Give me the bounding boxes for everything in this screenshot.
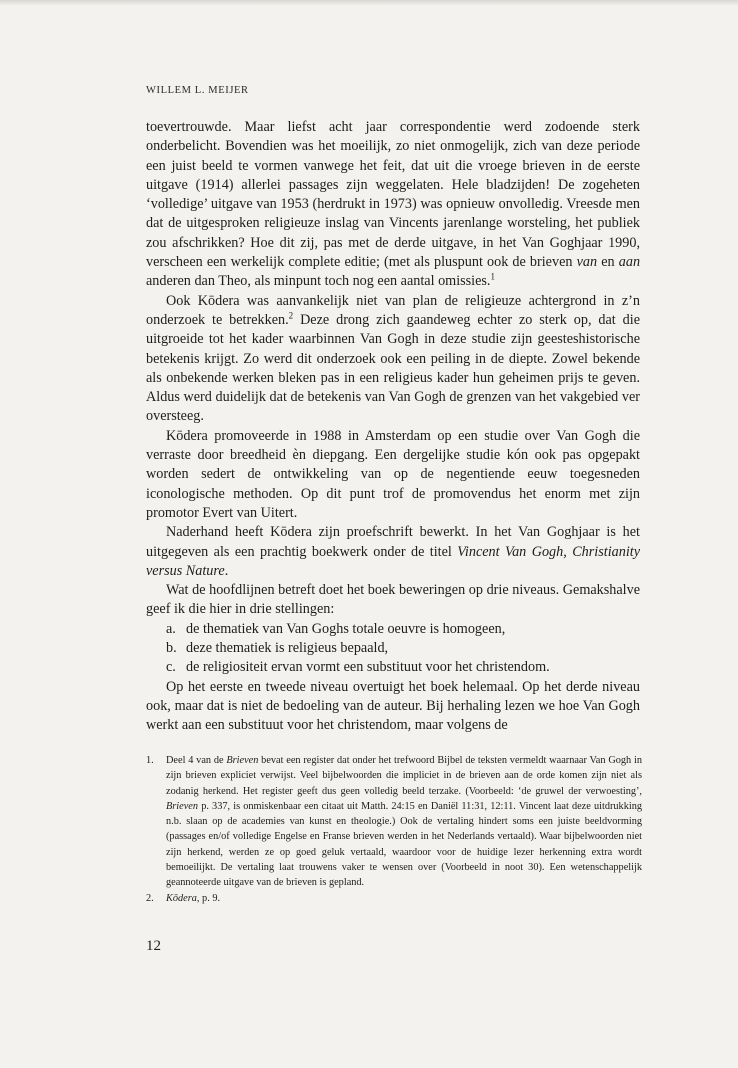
italic-aan: aan bbox=[618, 254, 641, 271]
page-number: 12 bbox=[146, 938, 161, 954]
running-head: WILLEM L. MEIJER bbox=[146, 85, 249, 96]
paragraph-5: Wat de hoofdlijnen betreft doet het boek beweringen op drie niveaus. Gemakshalve geef ik die hier in drie stellingen: bbox=[146, 582, 640, 618]
footnote-1: 1. Deel 4 van de Brieven bevat een register dat onder het trefwoord Bijbel de teksten vermeldt waarnaar Van Gogh in zijn brieven expliciet verwijst. Veel bijbelwoorden die impliciet in de brieven aan de orde komen zijn niet als zodanig herkend. Het register geeft dus geen volledig beeld terzake. (Voorbeeld: ‘de gruwel der verwoesting’, Brieven p. 337, is onmiskenbaar een citaat uit Matth. 24:15 en Daniël 11:31, 12:11. Vincent laat deze uitdrukking n.b. slaan op de academies van kunst en theologie.) Ook de vertaling hindert soms een juiste beeldvorming (passages en/of volledige Engelse en Franse brieven werden in het Nederlands vertaald). Waar bijbelwoorden niet zijn herkend, werden ze op goed geluk vertaald, waardoor voor de huidige lezer herkenning extra wordt bemoeilijkt. De vertaling laat trouwens vaker te wensen over (Voorbeeld in noot 30). Een wetenschappelijk geannoteerde uitgave van de brieven is gepland. bbox=[146, 755, 643, 889]
paragraph-6: Op het eerste en tweede niveau overtuigt het boek helemaal. Op het derde niveau ook, maar dat is niet de bedoeling van de auteur. Bij herhaling lezen we hoe Van Gogh werkt aan een substituut voor het christendom, maar volgens de bbox=[146, 678, 640, 734]
list-item: b. deze thematiek is religieus bepaald, bbox=[166, 640, 389, 657]
footnote-2: 2. Kōdera, p. 9. bbox=[146, 892, 221, 904]
paragraph-4: Naderhand heeft Kōdera zijn proefschrift bewerkt. In het Van Goghjaar is het uitgegeven als een prachtig boekwerk onder de titel Vincent Van Gogh, Christianity versus Nature. bbox=[146, 524, 640, 579]
footnotes bbox=[146, 753, 642, 906]
list-item: a. de thematiek van Van Goghs totale oeuvre is homogeen, bbox=[166, 620, 506, 637]
italic-van: van bbox=[576, 254, 598, 271]
paragraph-1: toevertrouwde. Maar liefst acht jaar correspondentie werd zodoende sterk onderbelicht. Bovendien was het moeilijk, zo niet onmogelijk, zich van deze periode een juist beeld te vormen vanwege het feit, dat uit die vroege brieven in de eerste uitgave (1914) allerlei passages zijn weggelaten. Hele bladzijden! De zogeheten ‘volledige’ uitgave van 1953 (herdrukt in 1973) was opnieuw onvolledig. Vreesde men dat de uitgesproken religieuze inslag van Vincents jarenlange worsteling, het publiek zou afschrikken? Hoe dit zij, pas met de derde uitgave, in het Van Goghjaar 1990, verscheen een werkelijk complete editie; (met als pluspunt ook de brieven van en aan anderen dan Theo, als minpunt toch nog een aantal omissies.$^1$ bbox=[146, 119, 641, 290]
footnote-ref-2: 2 bbox=[288, 310, 294, 321]
list-item: c. de religiositeit ervan vormt een substituut voor het christendom. bbox=[166, 659, 550, 676]
book-title: Vincent Van Gogh, Christianity versus Nature bbox=[146, 543, 640, 579]
footnote-ref-1: 1 bbox=[490, 271, 495, 282]
thesis-list bbox=[146, 620, 640, 678]
body-text bbox=[146, 118, 640, 736]
paragraph-2: Ook Kōdera was aanvankelijk niet van plan de religieuze achtergrond in z’n onderzoek te betrekken.$^2$ Deze drong zich gaandeweg echter zo sterk op, dat die uitgroeide tot het kader waarbinnen Van Gogh in deze studie zijn geesteshistorische betekenis krijgt. Zo werd dit onderzoek ook een peiling in de diepte. Zowel bekende als onbekende werken bleken pas in een religieus kader hun geheimen prijs te geven. Aldus werd duidelijk dat de betekenis van Van Gogh de grenzen van het vakgebied ver oversteeg. bbox=[146, 292, 640, 425]
paragraph-3: Kōdera promoveerde in 1988 in Amsterdam op een studie over Van Gogh die verraste door breedheid èn diepgang. Een dergelijke studie kón ook pas opgepakt worden sedert de ontwikkeling van op de negentiende eeuw toegesneden iconologische methoden. Op dit punt trof de promovendus het enorm met zijn promotor Evert van Uitert. bbox=[146, 427, 640, 521]
page-top-edge bbox=[0, 0, 738, 6]
